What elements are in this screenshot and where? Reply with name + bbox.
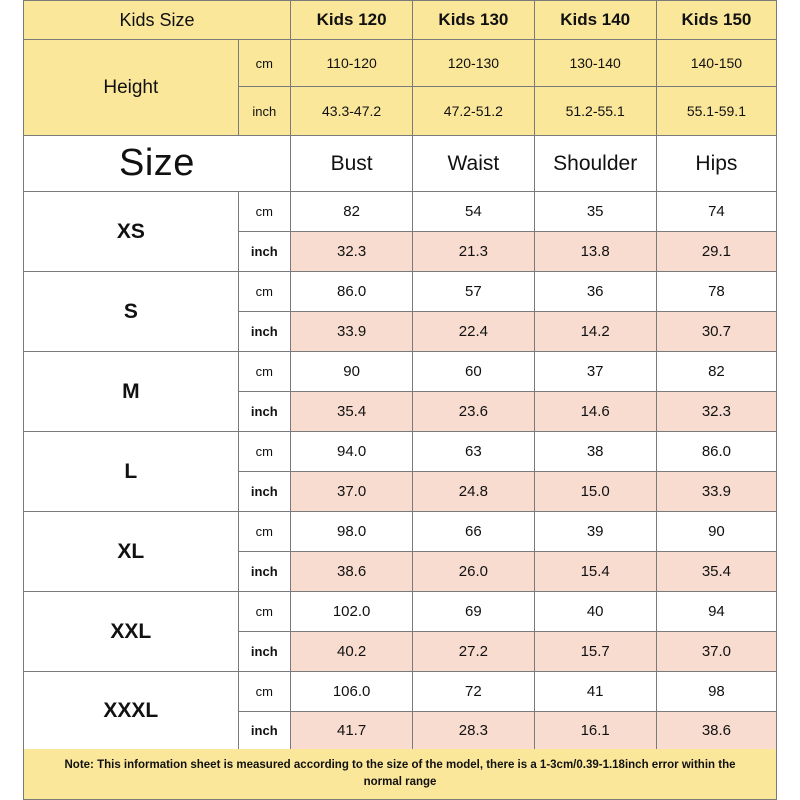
measure-value: 38 [534,432,656,472]
unit-label: cm [238,352,290,392]
measure-value: 16.1 [534,712,656,750]
size-name: XXL [24,592,239,672]
size-measurement-table [23,135,777,750]
measure-value: 106.0 [290,672,412,712]
unit-label: inch [238,632,290,672]
measure-value: 23.6 [413,392,534,432]
size-name: S [24,272,239,352]
size-cm-row [24,272,777,312]
kids-header-row [24,1,777,40]
kids-column-header: Kids 150 [656,1,776,40]
measure-value: 14.2 [534,312,656,352]
measure-value: 15.0 [534,472,656,512]
unit-label: inch [238,472,290,512]
kids-column-header: Kids 140 [534,1,656,40]
unit-label: cm [238,672,290,712]
measure-value: 54 [413,192,534,232]
measure-value: 32.3 [290,232,412,272]
height-value: 130-140 [534,40,656,87]
measure-value: 30.7 [656,312,776,352]
size-cm-row [24,512,777,552]
measure-value: 40 [534,592,656,632]
measure-value: 102.0 [290,592,412,632]
measure-value: 15.7 [534,632,656,672]
measure-value: 24.8 [413,472,534,512]
measure-value: 66 [413,512,534,552]
kids-column-header: Kids 120 [290,1,412,40]
measure-column-header: Waist [413,136,534,192]
measure-value: 94.0 [290,432,412,472]
measure-value: 98 [656,672,776,712]
measure-value: 57 [413,272,534,312]
measure-column-header: Hips [656,136,776,192]
measure-value: 38.6 [656,712,776,750]
measure-value: 37 [534,352,656,392]
size-cm-row [24,192,777,232]
size-cm-row [24,672,777,712]
measurement-note: Note: This information sheet is measured according to the size of the model, there is a 1-3cm/0.39-1.18inch error within the normal range [23,749,777,800]
unit-label: inch [238,552,290,592]
measure-value: 40.2 [290,632,412,672]
measure-value: 33.9 [656,472,776,512]
measure-value: 27.2 [413,632,534,672]
measure-value: 60 [413,352,534,392]
measure-value: 26.0 [413,552,534,592]
measure-column-header: Bust [290,136,412,192]
size-header-row [24,136,777,192]
height-value: 47.2-51.2 [413,87,534,136]
measure-value: 38.6 [290,552,412,592]
size-name: XXXL [24,672,239,750]
size-cm-row [24,352,777,392]
measure-value: 98.0 [290,512,412,552]
measure-value: 39 [534,512,656,552]
measure-value: 29.1 [656,232,776,272]
size-name: XL [24,512,239,592]
measure-value: 41 [534,672,656,712]
measure-value: 15.4 [534,552,656,592]
measure-value: 21.3 [413,232,534,272]
measure-value: 14.6 [534,392,656,432]
height-value: 43.3-47.2 [290,87,412,136]
measure-value: 35.4 [290,392,412,432]
kids-column-header: Kids 130 [413,1,534,40]
measure-value: 82 [656,352,776,392]
height-value: 140-150 [656,40,776,87]
measure-value: 86.0 [656,432,776,472]
size-name: L [24,432,239,512]
measure-value: 13.8 [534,232,656,272]
size-cm-row [24,592,777,632]
unit-label: cm [238,192,290,232]
measure-value: 82 [290,192,412,232]
measure-value: 35.4 [656,552,776,592]
unit-label: inch [238,87,290,136]
measure-value: 41.7 [290,712,412,750]
measure-value: 94 [656,592,776,632]
measure-column-header: Shoulder [534,136,656,192]
measure-value: 28.3 [413,712,534,750]
unit-label: cm [238,432,290,472]
measure-value: 22.4 [413,312,534,352]
measure-value: 63 [413,432,534,472]
size-name: XS [24,192,239,272]
measure-value: 37.0 [656,632,776,672]
height-value: 51.2-55.1 [534,87,656,136]
measure-value: 32.3 [656,392,776,432]
kids-height-cm-row [24,40,777,87]
unit-label: inch [238,312,290,352]
measure-value: 90 [656,512,776,552]
height-label: Height [24,40,239,136]
height-value: 55.1-59.1 [656,87,776,136]
measure-value: 36 [534,272,656,312]
height-value: 120-130 [413,40,534,87]
measure-value: 86.0 [290,272,412,312]
size-cm-row [24,432,777,472]
unit-label: inch [238,232,290,272]
measure-value: 78 [656,272,776,312]
unit-label: cm [238,592,290,632]
measure-value: 90 [290,352,412,392]
unit-label: cm [238,272,290,312]
measure-value: 35 [534,192,656,232]
unit-label: cm [238,512,290,552]
kids-size-label: Kids Size [24,1,291,40]
measure-value: 69 [413,592,534,632]
height-value: 110-120 [290,40,412,87]
measure-value: 33.9 [290,312,412,352]
size-title: Size [24,136,291,192]
measure-value: 74 [656,192,776,232]
unit-label: inch [238,392,290,432]
unit-label: inch [238,712,290,750]
measure-value: 72 [413,672,534,712]
size-name: M [24,352,239,432]
kids-size-table [23,0,777,136]
measure-value: 37.0 [290,472,412,512]
unit-label: cm [238,40,290,87]
